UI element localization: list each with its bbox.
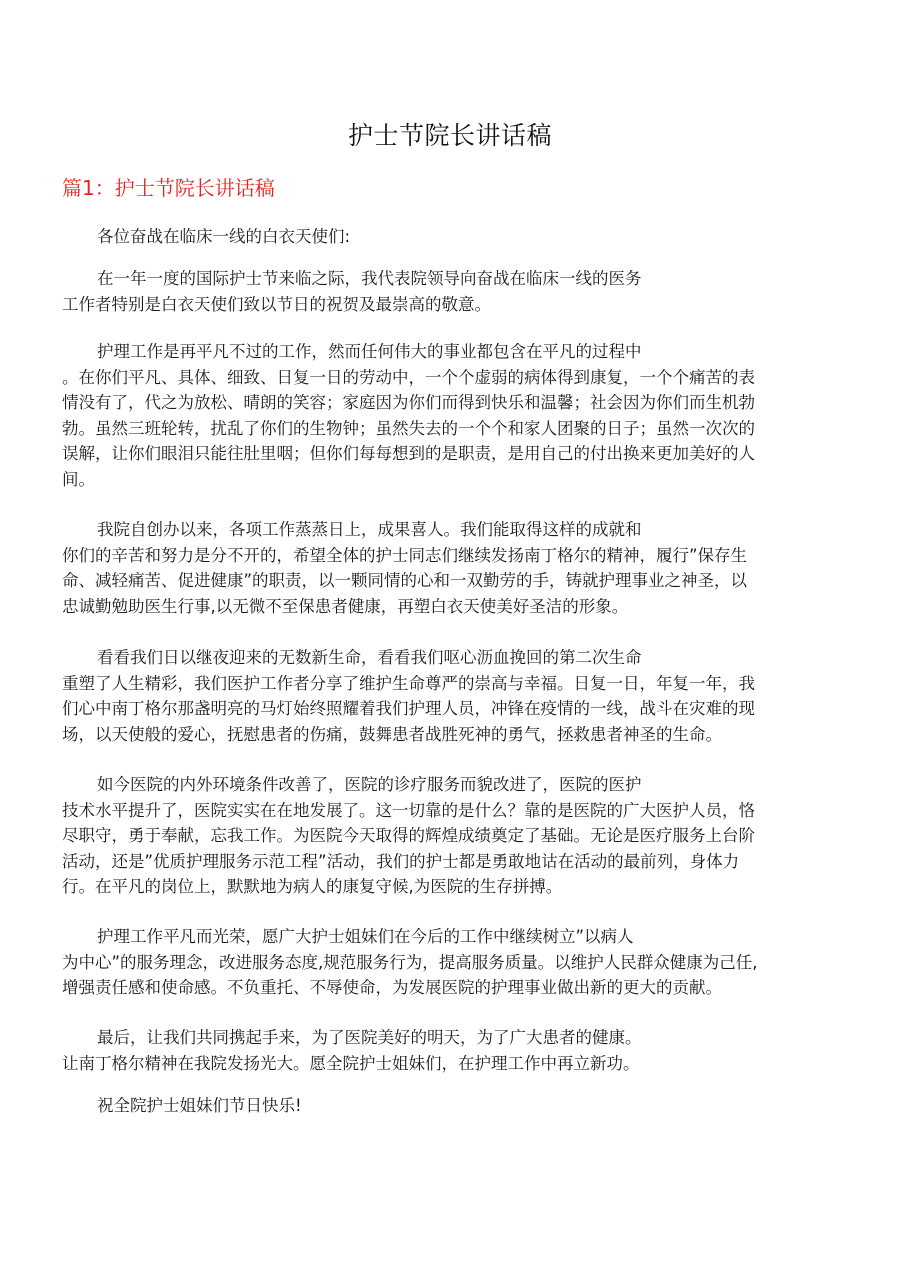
text-line: 你们的辛苦和努力是分不开的，希望全体的护士同志们继续发扬南丁格尔的精神，履行”保存生 [62,545,748,565]
text-line: 情没有了，代之为放松、晴朗的笑容；家庭因为你们而得到快乐和温馨；社会因为你们而生机勃 [62,393,755,412]
text-line: 工作者特别是白衣天使们致以节日的祝贺及最崇高的敬意。 [62,294,491,314]
text-line: 尽职守，勇于奉献，忘我工作。为医院今天取得的辉煌成绩奠定了基础。无论是医疗服务上台阶 [62,826,755,845]
page-title: 护士节院长讲话稿 [347,121,552,150]
paragraph-greeting [62,266,842,317]
text-line: 误解，让你们眼泪只能往肚里咽；但你们每每想到的是职责，是用自己的付出换来更加美好的人 [62,444,755,463]
text-line: 技术水平提升了，医院实实在在地发展了。这一切靠的是什么？靠的是医院的广大医护人员，恪 [62,800,755,820]
paragraph-closing [62,1025,842,1076]
text-line: 护理工作是再平凡不过的工作，然而任何伟大的事业都包含在平凡的过程中 [97,342,642,361]
text-line: 护理工作平凡而光荣，愿广大护士姐妹们在今后的工作中继续树立”以病人 [97,927,634,946]
paragraph-achievements [62,517,842,619]
text-line: 活动，还是”优质护理服务示范工程”活动，我们的护士都是勇敢地诂在活动的最前列，身体力 [62,851,740,871]
text-line: 命、减轻痛苦、促进健康”的职责，以一颗同情的心和一双勤劳的手，铸就护理事业之神圣，以 [62,571,748,590]
text-line: 重塑了人生精彩，我们医护工作者分享了维护生命尊严的崇高与幸福。日复一日，年复一年，我 [62,673,755,693]
text-line: 看看我们日以继夜迎来的无数新生命，看看我们呕心沥血挽回的第二次生命 [97,648,642,667]
text-line: 在一年一度的国际护士节来临之际，我代表院领导向奋战在临床一线的医务 [97,269,642,288]
section-heading: 篇1：护士节院长讲话稿 [62,176,275,200]
paragraph-patient-centered [62,924,842,1001]
text-line: 间。 [62,469,95,489]
text-line: 们心中南丁格尔那盏明亮的马灯始终照耀着我们护理人员，冲锋在疫情的一线，战斗在灾难的现 [62,699,755,718]
paragraph-nursing-work [62,339,842,492]
text-line: 我院自创办以来，各项工作蒸蒸日上，成果喜人。我们能取得这样的成就和 [97,520,642,539]
text-line: 最后，让我们共同携起手来，为了医院美好的明天，为了广大患者的健康。 [97,1028,642,1047]
text-line: 增强责任感和使命感。不负重托、不辱使命，为发展医院的护理事业做出新的更大的贡献。 [62,978,722,997]
text-line: 忠诚勤勉助医生行事,以无微不至保患者健康，再塑白衣天使美好圣洁的形象。 [62,596,629,616]
paragraph-wishes [62,1093,842,1119]
text-line: 各位奋战在临床一线的白衣天使们: [97,227,351,246]
text-line: 。在你们平凡、具体、细致、日复一日的劳动中，一个个虚弱的病体得到康复，一个个痛苦的表 [62,367,755,387]
paragraph-hospital-progress [62,772,842,900]
text-line: 场，以天使般的爱心，抚慰患者的伤痛，鼓舞患者战胜死神的勇气，拯救患者神圣的生命。 [62,724,722,744]
text-line: 为中心”的服务理念，改进服务态度,规范服务行为，提高服务质量。以维护人民群众健康为己任, [62,952,758,972]
text-line: 勃。虽然三班轮转，扰乱了你们的生物钟；虽然失去的一个个和家人团聚的日子；虽然一次次的 [62,418,755,438]
text-line: 祝全院护士姐妹们节日快乐! [97,1096,302,1115]
paragraph-new-life [62,645,842,747]
text-line: 行。在平凡的岗位上，默默地为病人的康复守候,为医院的生存拼搏。 [62,877,563,896]
text-line: 如今医院的内外环境条件改善了，医院的诊疗服务而貌改进了，医院的医护 [97,775,642,794]
text-line: 让南丁格尔精神在我院发扬光大。愿全院护士姐妹们，在护理工作中再立新功。 [62,1053,640,1073]
paragraph-salutation [62,224,842,250]
